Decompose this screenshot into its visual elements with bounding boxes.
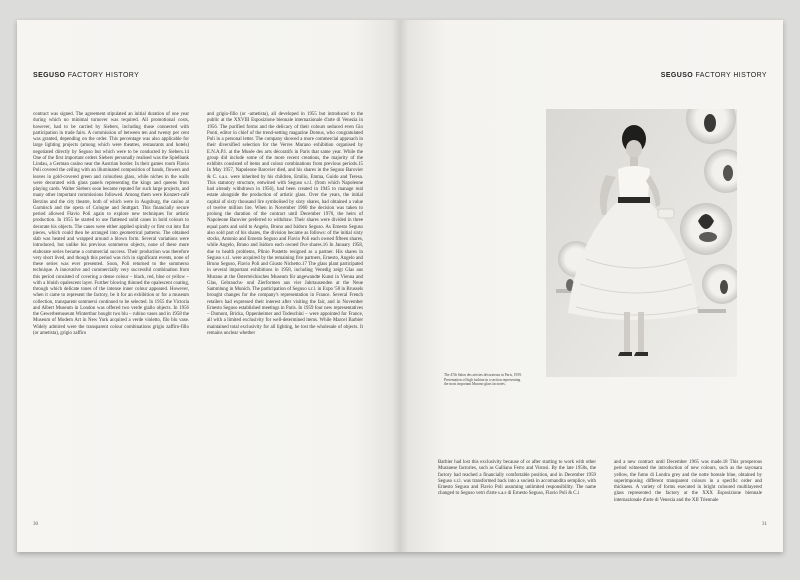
body-text: and a new contract until December 1965 was made.18 This prosperous period witnessed the introduction of new colours, such as the sayonara yellow, the fumo di Londra grey and the notte boreale blue, obtained by superimposing different transparent colours in a specific order and thickness. A variety of forms executed in bright coloured multilayered glass represented the factory at the XXX Esposizione biennale internazionale d'arte di Venezia and the XII Triennale	[614, 460, 762, 503]
photo-illustration	[546, 109, 737, 377]
photo-caption: The 47th Salon des artistes décorateurs in Paris, 1959. Presentation of high fashion in a section representing the most important Murano glass factories.	[444, 373, 522, 387]
page-number: 30	[33, 522, 38, 527]
text-column-1	[33, 112, 189, 337]
text-column-2	[614, 460, 762, 504]
right-page	[400, 20, 783, 552]
page-number: 31	[762, 522, 767, 527]
header-section: FACTORY HISTORY	[695, 72, 767, 79]
header-brand: SEGUSO	[33, 72, 66, 79]
body-text: and grigio-fillo (or -ametista), all developed in 1955 but introduced to the public at the XXVIII Esposizione biennale internazionale d'arte di Venezia in 1956. The purified forms and the delicacy of their colours seduced even Gio Ponti, editor in chief of the trend-setting magazine Domus, who congratulated Poli in a personal letter. The company showed a more commercial approach in their diversified selection for the Verres Muranο exhibition organised by E.N.A.P.I. at the Musée des arts décoratifs in Paris that same year. While the group did include some of the more recent creations, the majority of the exhibits consisted of items and colour combinations from previous periods.15 In May 1957, Napoleone Barovier died, and his shares in the Seguso Barovier & C. s.a.s. were inherited by his children, Emilio, Emma, Guido and Teresa. This statutory structure, entwined with Seguso s.r.l. (from which Napoleone had already withdrawn in 1956), had been created in 1945 to manage real estate alongside the production of artistic glass. Over the years, the initial capital of sixty thousand lire symbolised by sixty shares, had obtained a value of twelve million lire. When in November 1960 the decision was taken to prolong the duration of the contract until December 1970, the heirs of Napoleone Barovier preferred to withdraw. Their shares were divided in three equal parts and sold to Angelo, Bruno and Isidoro Seguso. As Ernesto Seguso also sold part of his shares, the division became as follows: of the initial sixty stocks, Antonio and Ernesto Seguso and Flavio Poli each owned fifteen shares, while Angelo, Bruno and Isidoro each owned five shares.16 In January 1958, due to health problems, Plinio Pustetto resigned as a partner. His shares in Seguso s.r.l. were acquired by the remaining five partners, Ernesto, Angelo and Bruno Seguso, Flavio Poli and Giusto Nichetto.17 The glass plant participated in several important exhibitions in 1958, including Venedig zeigt Glas aus Murano at the Österreichisches Museum für angewandte Kunst in Vienna and Glas, Gebrauchs- und Zierformen aus vier Jahrtausenden at the Neue Sammlung in Munich. The participation of Seguso s.r.l. in Expo '58 in Brussels brought changes for the company's representation in France. Several French retailers had expressed their interest after visiting the fair, and in November Ernesto Seguso established meetings in Paris. In 1959 four new representatives – Dumont, Bricka, Oppenheimer and Todeschini – were appointed for France, all with a limited exclusivity for well-determined items. While Marcel Barbier maintained total exclusivity for all lighting, he lost the wholesale of objects. It remains unclear whether	[207, 112, 363, 336]
fashion-photograph	[546, 109, 737, 377]
text-column-1	[438, 460, 596, 498]
text-column-2	[207, 112, 363, 337]
running-header	[661, 72, 767, 79]
body-text: Barbier had lost this exclusivity because of or after starting to work with other Muranese factories, such as Galliano Ferro and Vistosi. By the late 1950s, the factory had reached a financially comfortable position, and in December 1959 Seguso s.r.l. was transformed back into a società in accomandita semplice, with Ernesto Seguso and Flavio Poli assuming unlimited responsibility. The name changed to Seguso vetri d'arte s.a.s di Ernesto Seguso, Flavio Poli & C.i	[438, 460, 596, 497]
left-page	[17, 20, 400, 552]
body-text: contract was signed. The agreement stipulated an initial duration of one year during which no minimal turnover was required. All promotional costs, however, had to be carried by Siebers, including those connected with participation in trade fairs. A commission of between ten and twenty per cent was granted, depending on the order. This percentage was also applicable for large lighting projects (among which were theatres, restaurants and hotels) negotiated directly by Seguso but which were to be conducted by Siebers.14 One of the first important orders Siebers personally realised was the Spielbank Lindau, a German casino near the Austrian border. In their games room Flavio Poli covered the ceiling with an illuminated composition of bands, flowers and leaves in gold-covered green and colourless glass, while niches in the walls were decorated with glass panels representing the kings and queens from playing cards. Walter Siebers soon became reputed for such large projects, and many other important commissions followed. Among them were Konzert-café Berzins and the city theatre, both of which were in Augsburg, the casino at Garmisch and the opera of Cologne and Stuttgart. This financially secure period allowed Flavio Poli again to explore new techniques for artistic production. In 1955 he started to use flattened solid canes in bold colours to decorate his objects. The canes were either applied spirally or first cut into flat pieces, which could then be arranged into geometrical patterns. The obtained slab was heated and wrapped around a blown form. Several variations were introduced, but unlike his previous sommerso objects, none of these more elaborate series became a commercial success. Their production was therefore very short lived, and though this period was rich in significant events, none of these series was ever presented. Soon, Poli returned to the sommerso technique. A innovative and commercially very successful combination from this period consisted of covering a dense colour – black, red, blue or yellow – with a bluish opalescent layer. Further blowing thinned the opalescent coating, through which delicate tones of the intense inner colour appeared. However, when it came to represent the factory, be it for an exhibition or for a museum collection, transparent sommersi continued to be selected. In 1955 the Victoria and Albert Museum in London was offered two verde giallo objects. In 1956 the Gewerbemuseum Winterthur bought two blu – rubino vases and in 1958 the Museum of Modern Art in New York acquired a verde violetto, filo blu vase. Widely admired were the transparent colour combinations grigio zaffiro-fillo (or ametista), grigio zaffiro	[33, 112, 189, 336]
header-brand: SEGUSO	[660, 72, 694, 79]
header-section: FACTORY HISTORY	[67, 72, 140, 79]
running-header	[33, 72, 139, 79]
book-spread	[17, 20, 783, 552]
